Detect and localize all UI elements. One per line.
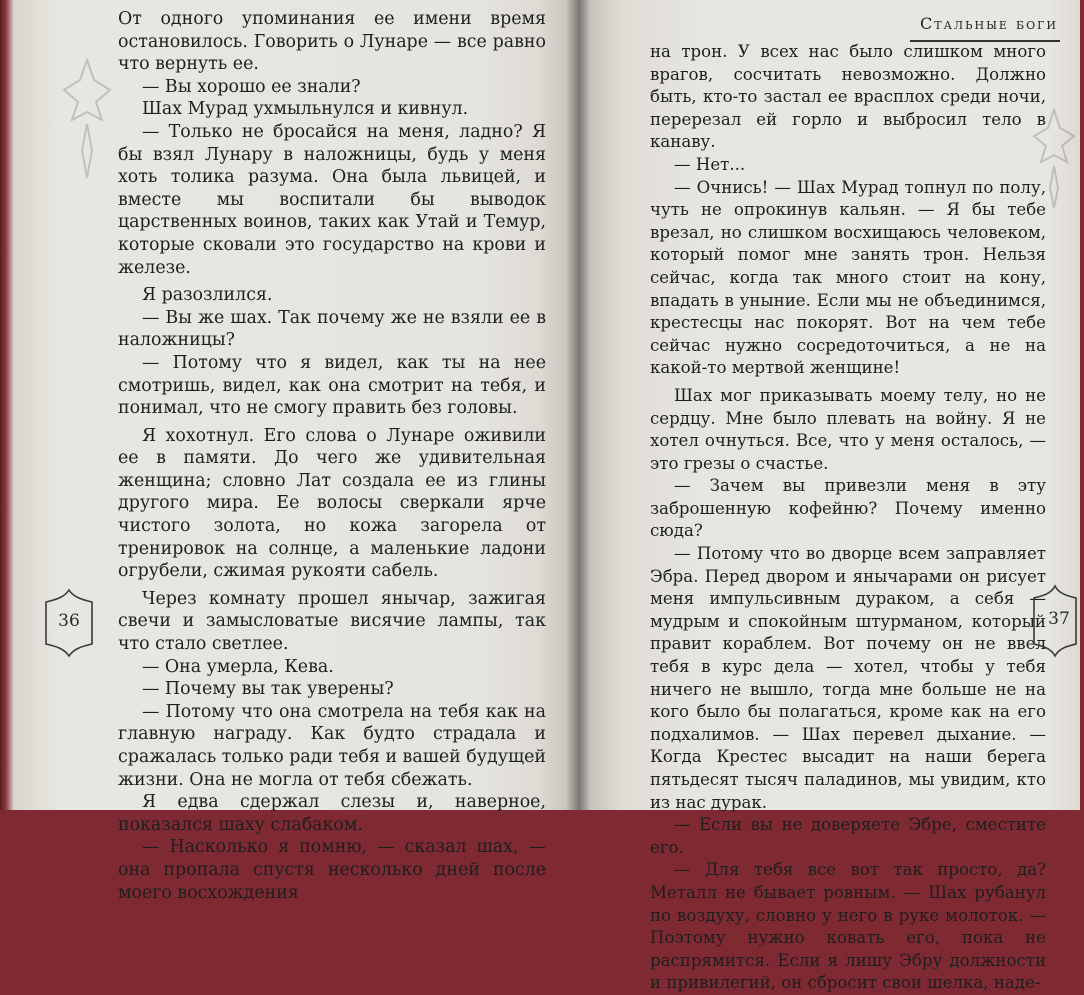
paragraph: — Только не бросайся на меня, ладно? Я бы взял Лунару в наложницы, будь у меня хоть толика разума. Она была львицей, и вместе мы воспитали бы выводок царственных воинов, таких как Утай и Темур, которые сковали это государство на крови и железе. <box>118 121 546 278</box>
left-page-text <box>118 8 546 904</box>
paragraph: — Потому что я видел, как ты на нее смотришь, видел, как она смотрит на тебя, и понимал, что не смогу править без головы. <box>118 352 546 419</box>
paragraph: на трон. У всех нас было слишком много врагов, сосчитать невозможно. Должно быть, кто-то застал ее врасплох среди ночи, перерезал ей горло и выбросил тело в канаву. <box>650 42 1046 152</box>
paragraph: — Зачем вы привезли меня в эту заброшенную кофейню? Почему именно сюда? <box>650 476 1046 541</box>
page-number-label: 37 <box>1048 609 1070 629</box>
paragraph: Шах Мурад ухмыльнулся и кивнул. <box>142 99 469 120</box>
paragraph: — Вы хорошо ее знали? <box>142 76 361 97</box>
left-page <box>0 0 578 903</box>
paragraph: Я хохотнул. Его слова о Лунаре оживили ее в памяти. До чего же удивительная женщина; словно Лат создала ее из глины другого мира. Ее волосы сверкали ярче чистого золота, но кожа загорела от тренировок на солнце, а маленькие ладони огрубели, сжимая рукояти сабель. <box>118 425 546 582</box>
right-page-text <box>650 41 1046 995</box>
page-number-left <box>40 588 98 658</box>
paragraph: — Потому что она смотрела на тебя как на главную награду. Как будто страдала и сражалась только ради тебя и вашей будущей жизни. Она не могла от тебя сбежать. <box>118 701 546 790</box>
ornament-bleed-icon <box>62 60 112 180</box>
paragraph: — Потому что во дворце всем заправляет Эбра. Перед двором и янычарами он рисует меня импульсивным дураком, а себя — мудрым и спокойным штурманом, который правит кораблем. Вот почему он не ввел тебя в курс дела — хотел, чтобы у тебя ничего не вышло, тогда мне больше не на кого было бы полагаться, кроме как на его подхалимов. — Шах перевел дыхание. — Когда Крестес высадит на наши берега пятьдесят тысяч паладинов, мы увидим, кто из нас дурак. <box>650 544 1046 812</box>
paragraph: — Она умерла, Кева. <box>142 656 334 677</box>
paragraph: От одного упоминания ее имени время остановилось. Говорить о Лунаре — все равно что вернуть ее. <box>118 9 546 75</box>
running-title: Стальные боги <box>919 14 1058 33</box>
right-page <box>578 0 1080 993</box>
page-number-right <box>1030 584 1080 658</box>
paragraph: — Насколько я помню, — сказал шах, — она пропала спустя несколько дней после моего восхождения <box>118 837 546 903</box>
paragraph: — Почему вы так уверены? <box>142 679 394 700</box>
paragraph: — Если вы не доверяете Эбре, сместите его. <box>650 815 1046 857</box>
book-gutter <box>566 0 590 810</box>
paragraph: — Вы же шах. Так почему же не взяли ее в наложницы? <box>118 307 546 351</box>
paragraph: Через комнату прошел янычар, зажигая свечи и замысловатые висячие лампы, так что стало светлее. <box>118 588 546 655</box>
paragraph: — Для тебя все вот так просто, да? Металл не бывает ровным. — Шах рубанул по воздуху, словно у него в руке молоток. — Поэтому нужно ковать его, пока не распрямится. Если я лишу Эбру должности и привилегий, он сбросит свои шелка, наде- <box>650 860 1046 993</box>
paragraph: Шах мог приказывать моему телу, но не сердцу. Мне было плевать на войну. Я не хотел очнуться. Все, что у меня осталось, — это грезы о счастье. <box>650 385 1046 473</box>
paragraph: Я едва сдержал слезы и, наверное, показался шаху слабаком. <box>118 792 546 835</box>
paragraph: Я разозлился. <box>142 285 273 306</box>
paragraph: — Очнись! — Шах Мурад топнул по полу, чуть не опрокинув кальян. — Я бы тебе врезал, но слишком восхищаюсь человеком, который помог мне занять трон. Нельзя сейчас, когда так много стоит на кону, впадать в уныние. Если мы не объединимся, крестесцы нас покорят. Вот на чем тебе сейчас нужно сосредоточиться, а не на какой-то мертвой женщине! <box>650 177 1046 378</box>
paragraph: — Нет... <box>674 154 746 174</box>
page-number-label: 36 <box>58 611 80 631</box>
